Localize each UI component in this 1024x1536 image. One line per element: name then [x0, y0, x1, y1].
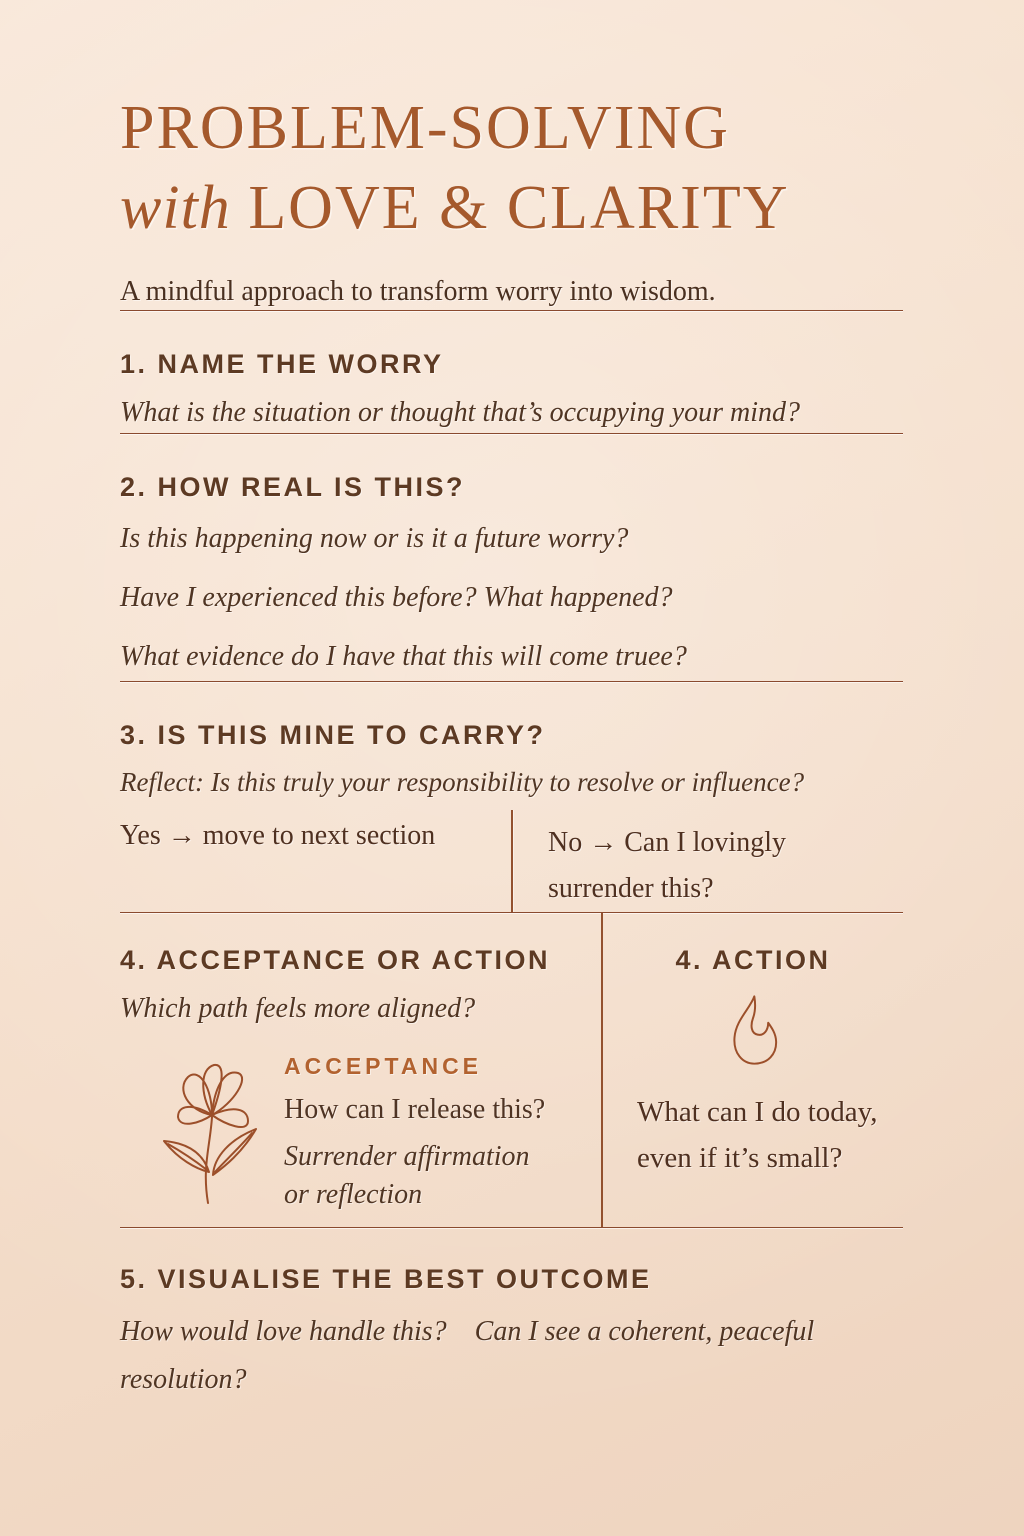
flame-outline-icon — [720, 985, 786, 1079]
acceptance-question: How can I release this? — [284, 1094, 546, 1125]
action-column — [601, 913, 903, 1227]
section-acceptance-or-action — [120, 913, 903, 1227]
section-heading: 5. VISUALISE THE BEST OUTCOME — [120, 1264, 652, 1294]
title-line-1: PROBLEM-SOLVING — [120, 94, 730, 162]
acceptance-subnote-line-2: or reflection — [284, 1179, 423, 1210]
section-heading: 1. NAME THE WORRY — [120, 349, 444, 379]
reality-question-1: Is this happening now or is it a future worry? — [120, 523, 629, 554]
acceptance-action-columns — [120, 913, 903, 1227]
poster-header — [120, 88, 903, 310]
outcome-question-2: Can I see a coherent, peaceful resolution? — [120, 1316, 815, 1395]
section-name-the-worry — [120, 347, 903, 433]
section-divider — [120, 433, 903, 434]
reality-question-2: Have I experienced this before? What happened? — [120, 582, 673, 613]
outcome-question-1: How would love handle this? — [120, 1316, 447, 1347]
title-line-2-rest: LOVE & CLARITY — [230, 174, 790, 242]
no-path-line-1: No → Can I lovingly — [548, 827, 786, 858]
section-heading: 4. ACCEPTANCE OR ACTION — [120, 945, 551, 975]
title-line-2 — [120, 168, 903, 248]
acceptance-content — [120, 1045, 601, 1214]
section-is-this-mine-to-carry — [120, 718, 903, 912]
section-heading: 3. IS THIS MINE TO CARRY? — [120, 720, 546, 750]
section-visualise-best-outcome — [120, 1262, 903, 1404]
no-path-line-2: surrender this? — [548, 873, 714, 904]
flower-icon-wrap — [148, 1045, 268, 1214]
section-heading: 4. ACTION — [675, 945, 831, 975]
yes-path-label: Yes → move to next section — [120, 820, 436, 851]
title-emphasis: with — [120, 174, 231, 242]
responsibility-prompt: Reflect: Is this truly your responsibility to resolve or influence? — [120, 767, 805, 797]
outcome-questions — [120, 1308, 903, 1404]
action-question: What can I do today, even if it’s small? — [637, 1096, 878, 1174]
section-divider — [120, 1227, 903, 1228]
section-heading: 2. HOW REAL IS THIS? — [120, 472, 466, 502]
flower-line-icon — [148, 1045, 268, 1207]
flame-icon-wrap — [603, 985, 903, 1079]
section-how-real-is-this — [120, 470, 903, 681]
section-divider — [120, 310, 903, 311]
acceptance-label: ACCEPTANCE — [284, 1053, 483, 1079]
section-divider — [120, 681, 903, 682]
no-path-label — [513, 810, 903, 912]
acceptance-subnote-line-1: Surrender affirmation — [284, 1141, 530, 1172]
worry-question: What is the situation or thought that’s occupying your mind? — [120, 397, 801, 428]
acceptance-subnote — [284, 1138, 545, 1214]
yes-no-split — [120, 810, 903, 912]
alignment-prompt: Which path feels more aligned? — [120, 993, 476, 1024]
acceptance-column — [120, 913, 601, 1227]
page-title — [120, 88, 903, 248]
acceptance-text-block — [284, 1045, 545, 1214]
subtitle: A mindful approach to transform worry into wisdom. — [120, 276, 716, 307]
reality-question-3: What evidence do I have that this will come truee? — [120, 641, 687, 672]
